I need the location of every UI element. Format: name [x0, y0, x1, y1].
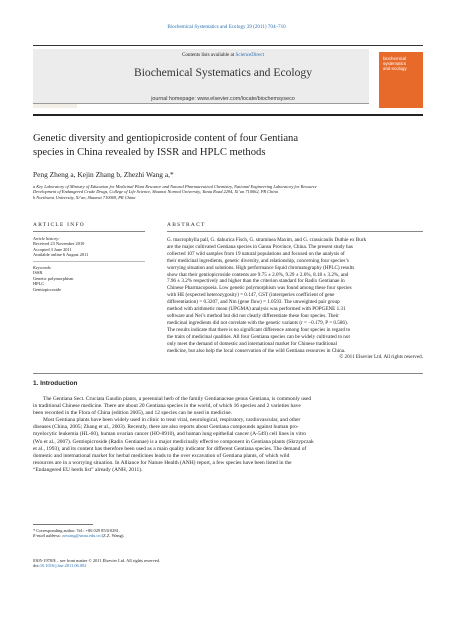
- footnote: [33, 528, 333, 539]
- history-received: Received 23 November 2010: [33, 241, 85, 247]
- abstract-line: 7.96 ± 3.2% respectively and higher than the criterion standard for Radix Gentianae in: [167, 278, 345, 285]
- info-rule: [33, 231, 145, 232]
- history-online: Available online 6 August 2011: [33, 252, 89, 258]
- cover-title-line: biochemical: [383, 56, 407, 61]
- affiliation-line: b Northwest University, Xi’an, Shaanxi 710069, PR China: [33, 194, 136, 200]
- abstract-line: medicinal ingredients did not correlate with the genetic variants (r = −0.179, P = 0.586).: [167, 319, 348, 326]
- intro-line: been recorded in the Flora of China (edition 2005), and 12 species can be used in medicine.: [33, 410, 233, 417]
- email-suffix: (Z.Z. Wang).: [100, 533, 125, 539]
- abstract-line: the traits of medicinal qualities. All four Gentiana species can be widely cultivated to not: [167, 333, 350, 340]
- keyword: ISSR: [33, 270, 43, 276]
- intro-line: myelocytic leukemia (HL-60), human ovarian cancer (HO-8910), and human lung epithelial cancer (A-549) cell lines in vitro: [33, 431, 306, 438]
- abstract-line: The results indicate that there is no significant difference among four species in regard to: [167, 326, 351, 333]
- email-link[interactable]: zzwang@snnu.edu.cn: [62, 533, 101, 539]
- corresponding-author: * Corresponding author. Tel.: +86 029 85310281.: [33, 528, 120, 533]
- masthead-top-rule: [33, 45, 423, 46]
- journal-homepage[interactable]: journal homepage: www.elsevier.com/locate/biochemsyseco: [151, 96, 295, 102]
- intro-line: domestic and international market for herbal medicines leads to the over excavation of Gentiana plants, of which wild: [33, 452, 290, 459]
- contents-prefix: Contents lists available at: [181, 52, 236, 58]
- intro-line: et al., 1993), and its content has therefore been used as a main quality indicator for different Gentiana species. The demand of: [33, 445, 307, 452]
- abstract-line: method with arithmetic mean (UPGMA) analysis was performed with POPGENE 1.31: [167, 306, 346, 313]
- abstract-heading: ABSTRACT: [167, 222, 206, 228]
- masthead-bottom-rule: [33, 114, 423, 116]
- abstract-line: Chinese Pharmacopoeia. Low genetic polymorphism was found among these four species: [167, 285, 352, 292]
- history-accepted: Accepted 3 June 2011: [33, 246, 72, 252]
- intro-line: “Endangered EU herds list” already (ANH, 2011).: [33, 466, 143, 473]
- sciencedirect-link[interactable]: ScienceDirect: [235, 52, 265, 58]
- footnote-rule: [33, 524, 93, 525]
- masthead-band-rule: [33, 103, 369, 104]
- abstract-line: with HE (expected heterozygosity) = 0.147, GST (intersperies coefficient of gene: [167, 292, 335, 299]
- intro-line: Most Gentiana plants have been widely used in clinic to treat viral, neurological, respiratory, cardiovascular, and other: [43, 417, 301, 424]
- copyright: © 2011 Elsevier Ltd. All rights reserved.: [339, 354, 423, 361]
- abstract-line: worrying situation and solutions. High performance liquid chromatography (HPLC) results: [167, 264, 355, 271]
- keywords-label: Keywords:: [33, 265, 52, 270]
- abstract-line: software and Nei’s method but did not clearly differentiate these four species. Their: [167, 312, 339, 319]
- issn-line: 0305-1978/$ – see front matter © 2011 Elsevier Ltd. All rights reserved.: [33, 558, 160, 563]
- doi-link[interactable]: 10.1016/j.bse.2011.06.002: [39, 563, 87, 569]
- introduction-body: [33, 396, 425, 474]
- history-label: Article history:: [33, 236, 60, 241]
- keyword: Gentiopicroside: [33, 286, 62, 292]
- keyword: HPLC: [33, 281, 45, 287]
- abstract-line: differentiation) = 0.3207, and Nm (gene flow) = 1.0593. The unweighted pair group: [167, 299, 340, 306]
- doi-prefix: doi:: [33, 563, 40, 569]
- article-history: [33, 236, 145, 258]
- abstract-line: G. macrophylla pall, G. dahurica Fisch, G. straminea Maxim, and G. crassicaulis Duthie ex Burk: [167, 237, 367, 243]
- affiliation-line: a Key Laboratory of Ministry of Education for Medicinal Plant Resource and Natural Pharmaceutical Chemistry, National Engineering Laboratory for Resource: [33, 184, 317, 189]
- intro-line: The Gentiana Sect. Cruciata Gaudin plants, a perennial herb of the family Gentianaceae genus Gentiana, is commonly used: [43, 396, 312, 402]
- abstract-body: [167, 237, 423, 361]
- introduction-heading: 1. Introduction: [33, 380, 78, 387]
- section-rule: [33, 373, 423, 374]
- article-title: [33, 132, 413, 159]
- abstract-line: their medicinal ingredients, genetic diversity, and relationship, concerning four species’s: [167, 257, 349, 264]
- abstract-line: are the major cultivated Gentiana species in Gansu Province, China. The present study has: [167, 243, 353, 250]
- journal-title: Biochemical Systematics and Ecology: [133, 66, 313, 79]
- info-divider: [33, 261, 145, 262]
- abstract-line: medicine, but also help the local conservation of the wild Gentiana resources in China.: [167, 347, 346, 354]
- intro-line: in traditional Chinese medicine. There are about 20 Gentiana species in the world, of which 16 species and 2 varieties have: [33, 403, 301, 410]
- abstract-line: show that their gentiopicroside contents are 9.75 ± 2.0%, 9.29 ± 2.6%, 8.18 ± 3.2%, and: [167, 271, 349, 278]
- author-list: Peng Zheng a, Kejin Zhang b, Zhezhi Wang a,*: [33, 170, 174, 179]
- contents-line: [84, 52, 362, 58]
- intro-line: resources are in a worrying situation. In Alliance for Nature Health (ANH) report, a few species have been listed in the: [33, 459, 292, 466]
- intro-line: (Wu et al., 2007). Gentiopicroside (Radix Gentianae) is a major medicinally effective component in Gentiana plants (Skrzypczak: [33, 438, 314, 445]
- abstract-line: collected 107 wild samples from 19 natural populations and focused on the analysis of: [167, 250, 345, 257]
- email-label: E-mail address:: [33, 533, 63, 539]
- affiliations: [33, 184, 425, 200]
- title-line-1: Genetic diversity and gentiopicroside content of four Gentiana: [33, 133, 299, 144]
- abstract-line: only meet the demand of domestic and international market for Chinese traditional: [167, 340, 338, 347]
- affiliation-line: Development of Endangered Crude Drugs, College of Life Science, Shaanxi Normal University, Yanta Road 2294, Xi’an 710062, PR China: [33, 189, 278, 195]
- footer: [33, 558, 333, 569]
- abstract-rule: [167, 231, 423, 232]
- title-line-2: species in China revealed by ISSR and HPLC methods: [33, 146, 266, 158]
- cover-title-line: systematics: [383, 61, 406, 66]
- keyword: Genetic polymorphism: [33, 275, 74, 281]
- cover-title-line: and ecology: [383, 66, 407, 71]
- running-head: Biochemical Systematics and Ecology 39 (2011) 704–710: [167, 24, 286, 30]
- cover-title: [383, 56, 421, 71]
- intro-line: diseases (China, 2005; Zhang et al., 2003). Recently, there are also reports about Gentiana compounds against human pro-: [33, 424, 299, 431]
- keywords: [33, 265, 145, 292]
- article-info-heading: ARTICLE INFO: [33, 222, 85, 228]
